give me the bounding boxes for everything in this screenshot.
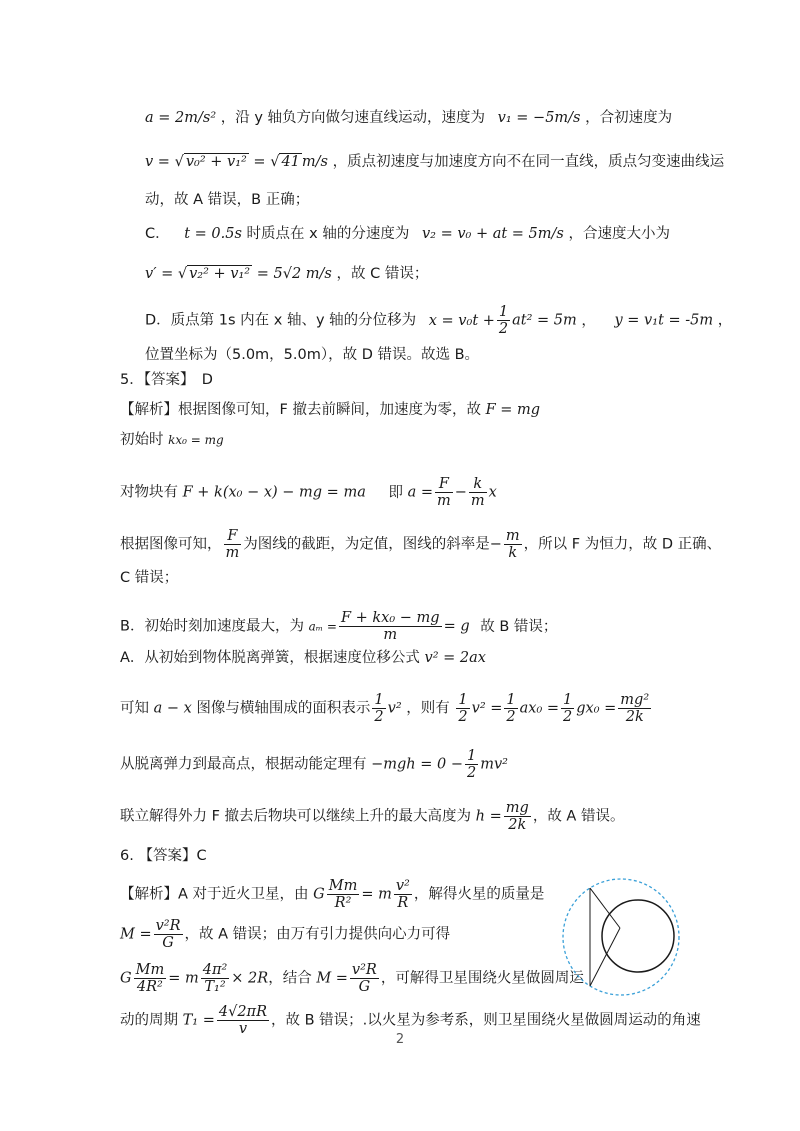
text: 动，故 A 错误，B 正确； bbox=[145, 192, 310, 208]
fraction bbox=[224, 528, 242, 561]
text: B．初始时刻加速度最大，为 bbox=[120, 618, 304, 635]
equation: = g bbox=[443, 618, 470, 635]
equation: x bbox=[488, 484, 497, 501]
denominator: 2 bbox=[498, 321, 509, 337]
text: 图像与横轴围成的面积表示 bbox=[196, 700, 371, 717]
text-line bbox=[120, 610, 557, 643]
text: D．质点第 1s 内在 x 轴、y 轴的分位移为 bbox=[145, 312, 417, 329]
equation-radicand: v₀² + v₁² bbox=[185, 154, 247, 170]
denominator: m bbox=[383, 627, 398, 643]
text: A．从初始到物体脱离弹簧，根据速度位移公式 bbox=[120, 650, 420, 666]
answer-heading bbox=[120, 846, 207, 866]
denominator: k bbox=[508, 545, 518, 561]
numerator: mg bbox=[505, 800, 529, 816]
text: 动的周期 bbox=[120, 1012, 178, 1029]
satellite-orbit bbox=[563, 879, 679, 995]
answer-heading bbox=[120, 370, 213, 390]
denominator: R bbox=[397, 895, 409, 911]
equation: a = 2m/s² bbox=[145, 110, 217, 126]
text: 【解析】根据图像可知，F 撤去前瞬间，加速度为零，故 bbox=[120, 402, 481, 418]
text-line bbox=[145, 190, 309, 210]
fraction bbox=[618, 692, 651, 725]
numerator: m bbox=[505, 528, 520, 544]
text: ，质点初速度与加速度方向不在同一直线，质点匀变速曲线运 bbox=[332, 154, 725, 170]
fraction bbox=[504, 528, 522, 561]
equation: v² = bbox=[471, 700, 503, 717]
denominator: m bbox=[436, 493, 451, 509]
text: ， bbox=[717, 312, 733, 329]
numerator: Mm bbox=[135, 962, 165, 978]
page-number: 2 bbox=[395, 1032, 405, 1047]
equation: v² bbox=[387, 700, 402, 717]
text-line bbox=[120, 528, 721, 561]
mars-planet bbox=[602, 900, 674, 972]
fraction bbox=[201, 962, 230, 995]
equation: F + k(x₀ − x) − mg = ma bbox=[182, 484, 366, 501]
denominator: G bbox=[358, 979, 371, 995]
text: 时质点在 x 轴的分速度为 bbox=[246, 226, 410, 242]
text-line bbox=[120, 430, 224, 450]
equation: a − x bbox=[153, 700, 192, 717]
denominator: v bbox=[238, 1021, 248, 1037]
equation: v′ = bbox=[145, 266, 178, 282]
fraction bbox=[154, 918, 183, 951]
equation: x = v₀t + bbox=[428, 312, 495, 329]
text-line: v′ = √ v₂² + v₁² = 5√2 m/s ，故 C 错误； bbox=[145, 266, 429, 282]
equation-radicand: v₂² + v₁² bbox=[189, 266, 251, 282]
equation: v = bbox=[145, 154, 175, 170]
text-line bbox=[120, 962, 584, 995]
numerator: F bbox=[435, 476, 453, 493]
denominator: 4R² bbox=[136, 979, 163, 995]
numerator: k bbox=[469, 476, 487, 493]
fraction bbox=[497, 304, 510, 337]
denominator: 2 bbox=[458, 709, 468, 725]
text: ，可解得卫星围绕火星做圆周运 bbox=[380, 970, 584, 987]
denominator: G bbox=[162, 935, 174, 951]
fraction bbox=[469, 476, 487, 509]
denominator: 2 bbox=[563, 709, 573, 725]
equation: m/s bbox=[301, 154, 328, 170]
equation: h = bbox=[475, 808, 502, 825]
fraction bbox=[465, 748, 478, 781]
text: ， bbox=[581, 312, 596, 329]
text: ，解得火星的质量是 bbox=[413, 886, 545, 903]
equation: × 2R bbox=[231, 970, 269, 987]
equation: t = 0.5s bbox=[184, 226, 242, 242]
equation: M = bbox=[120, 926, 152, 943]
equation-radicand: 41 bbox=[281, 154, 300, 170]
numerator: F + kx₀ − mg bbox=[340, 610, 440, 626]
equation: a = bbox=[407, 484, 433, 501]
equation: − bbox=[489, 536, 502, 553]
equation: = m bbox=[361, 886, 392, 903]
text-line bbox=[120, 476, 497, 509]
equation: G bbox=[313, 886, 325, 903]
numerator: 1 bbox=[563, 692, 573, 708]
text: ，故 C 错误； bbox=[336, 266, 429, 282]
orbit-diagram bbox=[560, 876, 682, 998]
text-line: v = √ v₀² + v₁² = √ 41 m/s ，质点初速度与加速度方向不在同一直线，质点匀变速曲线运 bbox=[145, 154, 725, 170]
equation: G bbox=[120, 970, 132, 987]
fraction bbox=[372, 692, 385, 725]
text: 从脱离弹力到最高点，根据动能定理有 bbox=[120, 756, 367, 773]
numerator: 1 bbox=[498, 304, 509, 320]
text: C 错误； bbox=[120, 570, 179, 586]
fraction bbox=[350, 962, 379, 995]
denominator: R² bbox=[334, 895, 352, 911]
fraction bbox=[327, 878, 360, 911]
equation: = 5√2 m/s bbox=[252, 266, 332, 282]
text: ，沿 y 轴负方向做匀速直线运动，速度为 bbox=[220, 110, 486, 126]
equation: T₁ = bbox=[182, 1012, 215, 1029]
equation: = m bbox=[168, 970, 199, 987]
numerator: 1 bbox=[458, 692, 468, 708]
fraction bbox=[394, 878, 412, 911]
numerator: mg² bbox=[620, 692, 650, 708]
text-line bbox=[120, 692, 653, 725]
text: 对物块有 bbox=[120, 484, 178, 501]
text: C． bbox=[145, 226, 170, 242]
fraction bbox=[435, 476, 453, 509]
equation: = bbox=[248, 154, 271, 170]
fraction bbox=[456, 692, 469, 725]
numerator: 1 bbox=[506, 692, 516, 708]
text: 即 bbox=[388, 484, 403, 501]
fraction bbox=[134, 962, 167, 995]
denominator: 2k bbox=[625, 709, 644, 725]
denominator: m bbox=[225, 545, 240, 561]
text: 联立解得外力 F 撤去后物块可以继续上升的最大高度为 bbox=[120, 808, 472, 825]
equation: − bbox=[454, 484, 467, 501]
numerator: 1 bbox=[374, 692, 384, 708]
equation: −mgh = 0 − bbox=[371, 756, 463, 773]
text-line bbox=[120, 648, 486, 668]
text-line bbox=[120, 400, 540, 420]
text: ，合初速度为 bbox=[585, 110, 673, 126]
equation: ax₀ = bbox=[519, 700, 560, 717]
text: 可知 bbox=[120, 700, 149, 717]
numerator: Mm bbox=[328, 878, 358, 894]
equation: M = bbox=[316, 970, 348, 987]
numerator: 4π² bbox=[202, 962, 228, 978]
text-line bbox=[120, 800, 624, 833]
equation: mv² bbox=[480, 756, 508, 773]
text: 【解析】A 对于近火卫星，由 bbox=[120, 886, 309, 903]
equation: v₂ = v₀ + at = 5m/s bbox=[421, 226, 564, 242]
text: 位置坐标为（5.0m，5.0m），故 D 错误。故选 B。 bbox=[145, 347, 480, 363]
equation: gx₀ = bbox=[576, 700, 617, 717]
equation: at² = 5m bbox=[512, 312, 577, 329]
equation: v² = 2ax bbox=[424, 650, 486, 666]
fraction bbox=[504, 692, 517, 725]
fraction bbox=[339, 610, 442, 643]
denominator: T₁² bbox=[204, 979, 226, 995]
denominator: 2 bbox=[506, 709, 516, 725]
denominator: 2 bbox=[374, 709, 384, 725]
numerator: 1 bbox=[466, 748, 477, 764]
text: 根据图像可知， bbox=[120, 536, 222, 553]
numerator: F bbox=[224, 528, 242, 545]
text: 5．【答案】 D bbox=[120, 372, 213, 388]
numerator: v² bbox=[395, 878, 410, 894]
equation: v₁ = −5m/s bbox=[497, 110, 581, 126]
equation: aₘ = bbox=[308, 619, 337, 634]
equation: y = v₁t = -5m bbox=[614, 312, 714, 329]
fraction bbox=[561, 692, 574, 725]
text: 为图线的截距，为定值，图线的斜率是 bbox=[243, 536, 490, 553]
text-line bbox=[120, 918, 450, 951]
numerator: v²R bbox=[351, 962, 377, 978]
text-line bbox=[145, 224, 670, 244]
text-line bbox=[145, 345, 479, 365]
text: ，结合 bbox=[268, 970, 312, 987]
text: ，故 A 错误。 bbox=[532, 808, 625, 825]
text-line bbox=[120, 878, 544, 911]
text: 6. 【答案】C bbox=[120, 848, 207, 864]
denominator: 2 bbox=[466, 765, 477, 781]
numerator: 4√2πR bbox=[218, 1004, 267, 1020]
text-line bbox=[120, 568, 178, 588]
equation: kx₀ = mg bbox=[168, 433, 224, 447]
tangent-line-bottom bbox=[590, 928, 620, 986]
text: 初始时 bbox=[120, 432, 164, 448]
text: ，所以 F 为恒力，故 D 正确、 bbox=[523, 536, 722, 553]
denominator: 2k bbox=[508, 817, 527, 833]
text: ，故 B 错误；.以火星为参考系，则卫星围绕火星做圆周运动的角速 bbox=[271, 1012, 701, 1029]
fraction bbox=[504, 800, 531, 833]
text-line bbox=[145, 304, 732, 337]
numerator: v²R bbox=[155, 918, 181, 934]
text: ，故 A 错误；由万有引力提供向心力可得 bbox=[184, 926, 451, 943]
denominator: m bbox=[470, 493, 485, 509]
text: 故 B 错误； bbox=[480, 618, 558, 635]
equation: F = mg bbox=[485, 402, 541, 418]
text: ，合速度大小为 bbox=[568, 226, 670, 242]
text-line bbox=[120, 748, 508, 781]
text: ，则有 bbox=[406, 700, 450, 717]
text-line bbox=[145, 108, 672, 128]
